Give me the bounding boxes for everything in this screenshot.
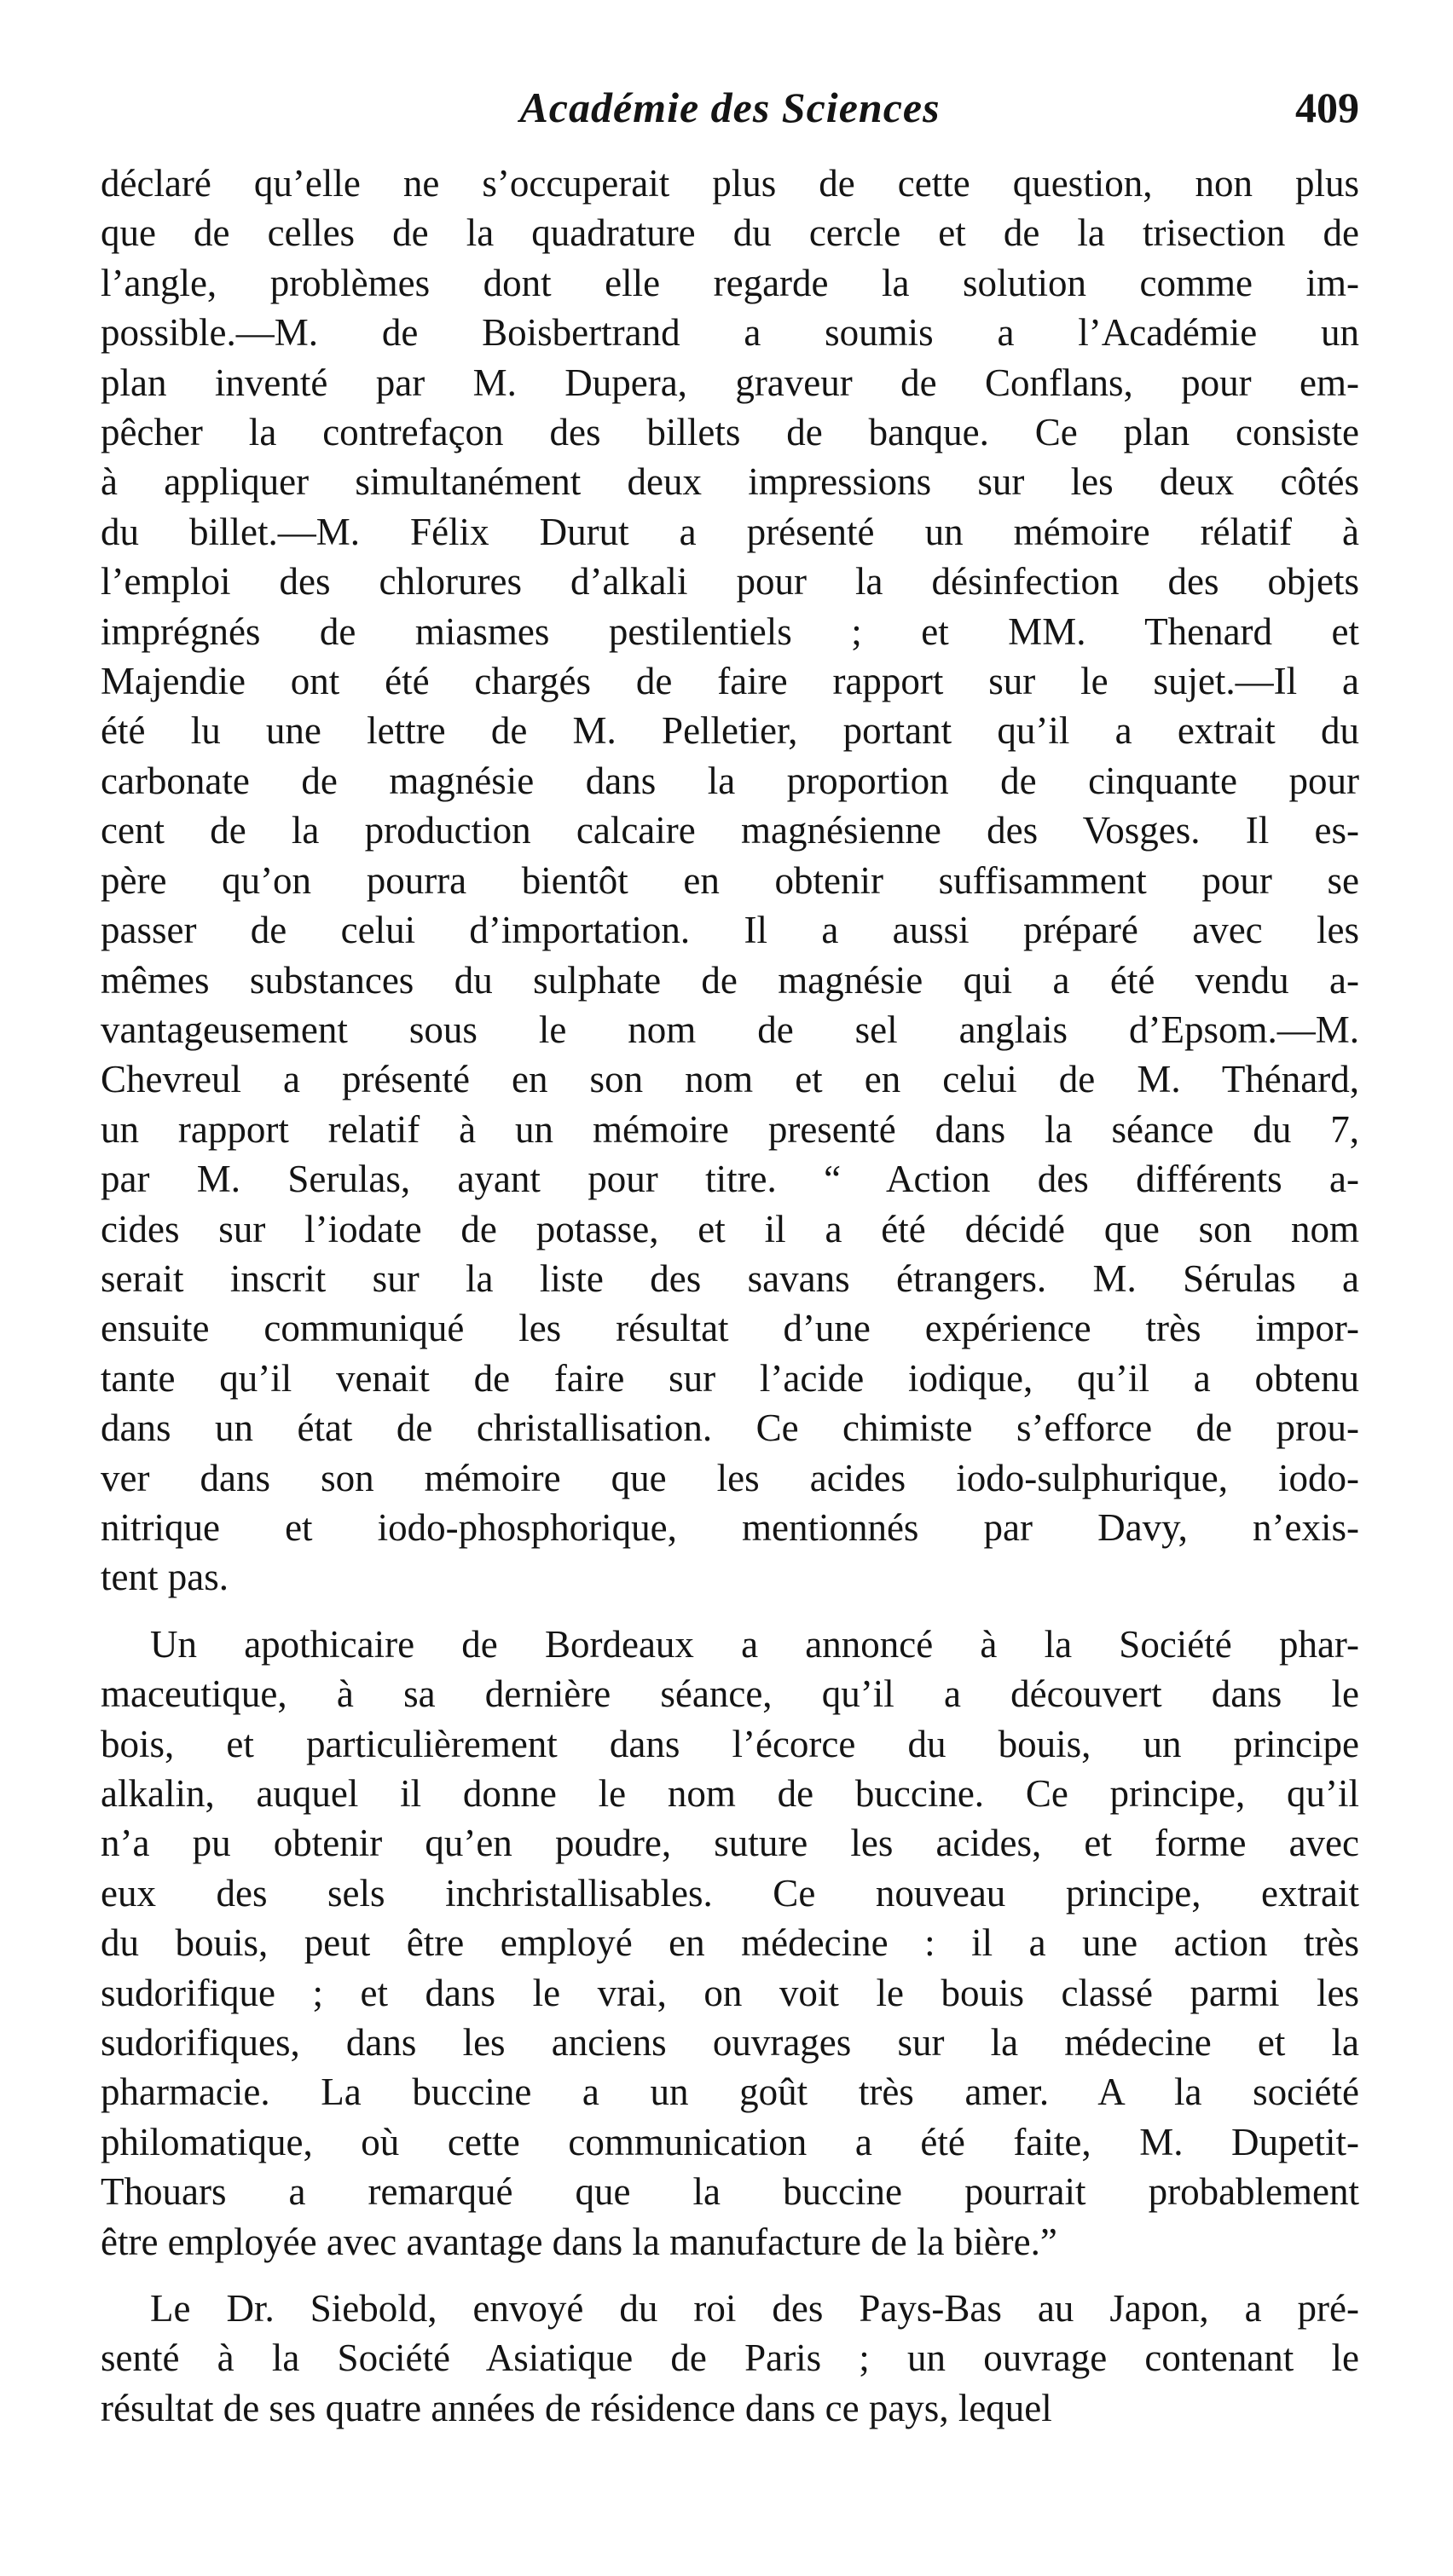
text-line: être employée avec avantage dans la manufacture de la bière.” <box>101 2220 1057 2263</box>
text-line: Majendie ont été chargés de faire rapport sur le sujet.—Il a <box>101 660 1359 703</box>
text-line: cent de la production calcaire magnésienne des Vosges. Il es- <box>101 809 1359 852</box>
text-line: vantageusement sous le nom de sel anglais d’Epsom.—M. <box>101 1008 1359 1051</box>
text-line: imprégnés de miasmes pestilentiels ; et MM. Thenard et <box>101 609 1359 653</box>
paragraph <box>101 2284 1359 2433</box>
text-line: Thouars a remarqué que la buccine pourrait probablement <box>101 2170 1359 2214</box>
text-line: été lu une lettre de M. Pelletier, portant qu’il a extrait du <box>101 709 1359 753</box>
text-line: un rapport relatif à un mémoire presenté dans la séance du 7, <box>101 1107 1359 1151</box>
page-number: 409 <box>1295 84 1359 131</box>
text-line: sudorifique ; et dans le vrai, on voit le bouis classé parmi les <box>101 1971 1359 2014</box>
text-line: Chevreul a présenté en son nom et en celui de M. Thénard, <box>101 1058 1359 1101</box>
text-line: cides sur l’iodate de potasse, et il a été décidé que son nom <box>101 1207 1359 1250</box>
text-line: eux des sels inchristallisables. Ce nouveau principe, extrait <box>101 1871 1359 1915</box>
text-line: du billet.—M. Félix Durut a présenté un mémoire rélatif à <box>101 510 1359 553</box>
text-line: tent pas. <box>101 1556 229 1599</box>
text-line: Le Dr. Siebold, envoyé du roi des Pays-Bas au Japon, a pré- <box>150 2287 1359 2331</box>
paragraph <box>101 1620 1359 2267</box>
text-line: ver dans son mémoire que les acides iodo-sulphurique, iodo- <box>101 1456 1359 1499</box>
running-header <box>101 73 1359 142</box>
text-line: passer de celui d’importation. Il a aussi préparé avec les <box>101 909 1359 952</box>
text-line: mêmes substances du sulphate de magnésie qui a été vendu a- <box>101 958 1359 1002</box>
paragraph <box>101 159 1359 1603</box>
text-line: n’a pu obtenir qu’en poudre, suture les acides, et forme avec <box>101 1822 1359 1865</box>
text-line: déclaré qu’elle ne s’occuperait plus de cette question, non plus <box>101 162 1359 205</box>
text-line: du bouis, peut être employé en médecine : il a une action très <box>101 1921 1359 1965</box>
text-line: nitrique et iodo-phosphorique, mentionnés par Davy, n’exis- <box>101 1505 1359 1549</box>
body-text <box>101 159 1359 2433</box>
text-line: philomatique, où cette communication a été faite, M. Dupetit- <box>101 2120 1359 2163</box>
text-line: tante qu’il venait de faire sur l’acide iodique, qu’il a obtenu <box>101 1356 1359 1400</box>
text-line: maceutique, à sa dernière séance, qu’il a découvert dans le <box>101 1672 1359 1716</box>
text-line: senté à la Société Asiatique de Paris ; un ouvrage contenant le <box>101 2336 1359 2380</box>
text-line: père qu’on pourra bientôt en obtenir suffisamment pour se <box>101 858 1359 902</box>
text-line: Un apothicaire de Bordeaux a annoncé à la Société phar- <box>150 1622 1359 1666</box>
text-line: l’angle, problèmes dont elle regarde la solution comme im- <box>101 261 1359 304</box>
text-line: plan inventé par M. Dupera, graveur de Conflans, pour em- <box>101 361 1359 404</box>
text-line: pharmacie. La buccine a un goût très amer. A la société <box>101 2071 1359 2114</box>
text-line: sudorifiques, dans les anciens ouvrages sur la médecine et la <box>101 2021 1359 2065</box>
text-line: par M. Serulas, ayant pour titre. “ Action des différents a- <box>101 1158 1359 1201</box>
text-line: dans un état de christallisation. Ce chimiste s’efforce de prou- <box>101 1406 1359 1450</box>
text-line: que de celles de la quadrature du cercle et de la trisection de <box>101 211 1359 255</box>
text-line: carbonate de magnésie dans la proportion de cinquante pour <box>101 759 1359 802</box>
text-line: à appliquer simultanément deux impressions sur les deux côtés <box>101 460 1359 504</box>
text-line: pêcher la contrefaçon des billets de banque. Ce plan consiste <box>101 411 1359 454</box>
running-title: Académie des Sciences <box>519 84 941 131</box>
text-line: alkalin, auquel il donne le nom de buccine. Ce principe, qu’il <box>101 1772 1359 1815</box>
text-line: serait inscrit sur la liste des savans étrangers. M. Sérulas a <box>101 1256 1359 1300</box>
text-line: possible.—M. de Boisbertrand a soumis a l’Académie un <box>101 311 1359 355</box>
text-line: résultat de ses quatre années de résidence dans ce pays, lequel <box>101 2386 1052 2429</box>
text-line: l’emploi des chlorures d’alkali pour la désinfection des objets <box>101 560 1359 604</box>
text-line: bois, et particulièrement dans l’écorce du bouis, un principe <box>101 1722 1359 1765</box>
text-line: ensuite communiqué les résultat d’une expérience très impor- <box>101 1307 1359 1350</box>
